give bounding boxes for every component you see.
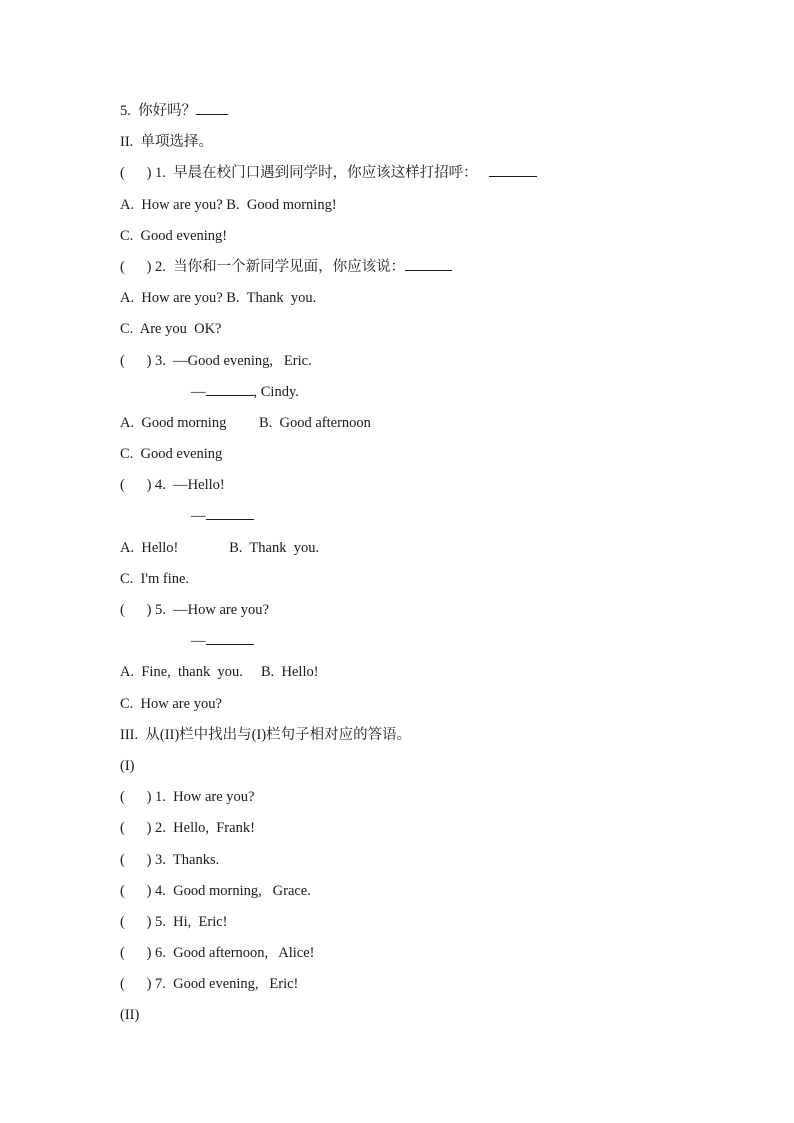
option-line: C. I'm fine.	[120, 570, 190, 587]
match-item: ( ) 7. Good evening, Eric!	[120, 976, 299, 993]
option-line: C. Good evening	[120, 446, 223, 463]
option-line: C. Good evening!	[120, 227, 228, 244]
question-line: ( ) 4. —Hello!	[120, 477, 225, 494]
answer-blank[interactable]	[206, 381, 254, 396]
answer-blank[interactable]	[206, 630, 254, 645]
question-line: ( ) 3. —Good evening, Eric.	[120, 352, 312, 369]
match-item: ( ) 3. Thanks.	[120, 851, 220, 868]
section-heading: III. 从(II)栏中找出与(I)栏句子相对应的答语。	[120, 726, 412, 743]
response-line: — , Cindy.	[120, 377, 760, 408]
match-item: ( ) 1. How are you?	[120, 789, 255, 806]
question-line: 5. 你好吗？	[120, 96, 760, 127]
answer-blank[interactable]	[489, 162, 537, 177]
question-line: ( ) 5. —How are you?	[120, 602, 269, 618]
column-label: (I)	[120, 757, 135, 774]
option-line: A. Hello! B. Thank you.	[120, 539, 320, 556]
response-line: —	[120, 626, 760, 657]
section-heading: II. 单项选择。	[120, 134, 214, 151]
option-line: A. How are you? B. Thank you.	[120, 290, 317, 307]
answer-blank[interactable]	[196, 100, 228, 115]
worksheet-page	[120, 96, 760, 1032]
option-line: A. Fine, thank you. B. Hello!	[120, 664, 319, 681]
answer-blank[interactable]	[405, 256, 452, 271]
question-line: ( ) 1. 早晨在校门口遇到同学时，你应该这样打招呼：	[120, 158, 760, 189]
option-line: C. How are you?	[120, 695, 222, 712]
response-line: —	[120, 501, 760, 532]
match-item: ( ) 6. Good afternoon, Alice!	[120, 945, 315, 962]
column-label: (II)	[120, 1007, 140, 1024]
option-line: A. Good morning B. Good afternoon	[120, 414, 371, 431]
question-line: ( ) 2. 当你和一个新同学见面，你应该说：	[120, 252, 760, 283]
answer-blank[interactable]	[206, 505, 254, 520]
match-item: ( ) 4. Good morning, Grace.	[120, 882, 311, 899]
option-line: A. How are you? B. Good morning!	[120, 196, 337, 213]
option-line: C. Are you OK?	[120, 321, 222, 338]
match-item: ( ) 2. Hello, Frank!	[120, 820, 255, 837]
match-item: ( ) 5. Hi, Eric!	[120, 913, 228, 930]
